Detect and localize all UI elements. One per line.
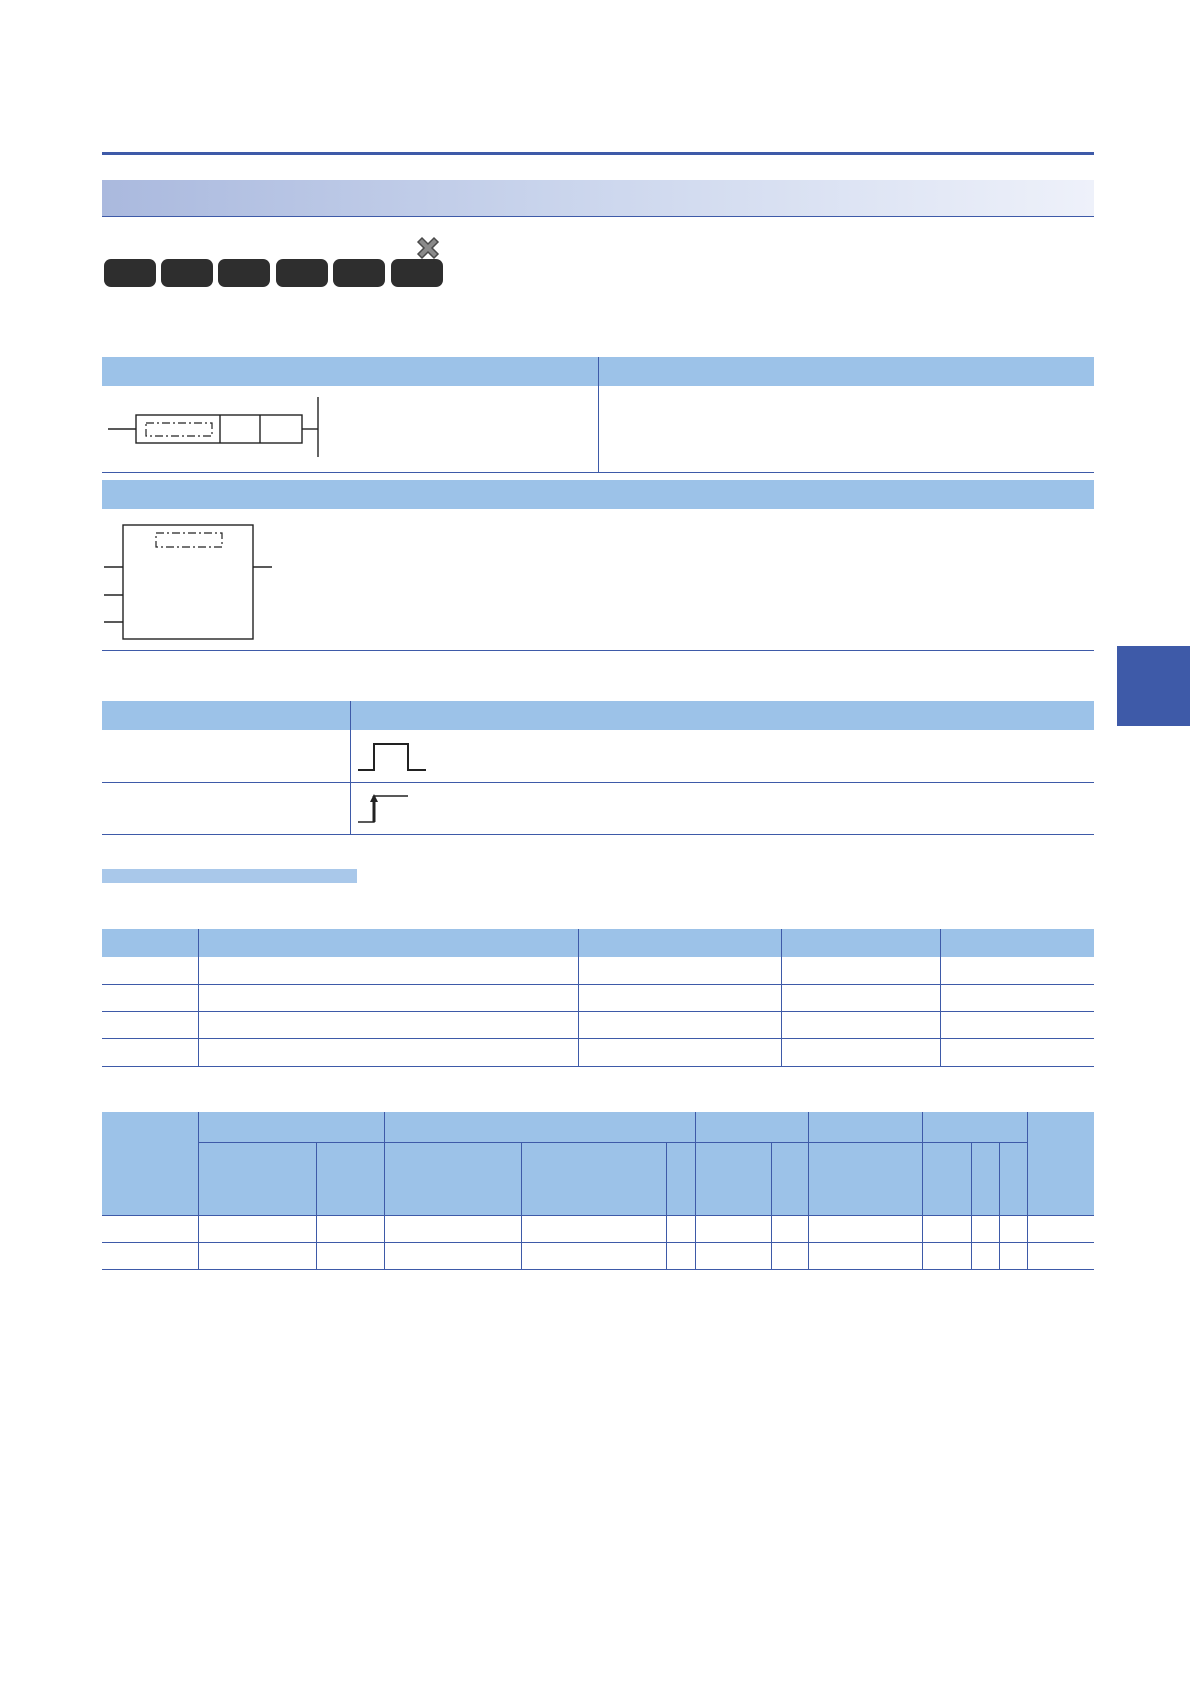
- setting-table-header: [102, 929, 1094, 957]
- chapter-side-tab: [1117, 646, 1190, 726]
- device-col-line-5: [666, 1142, 667, 1269]
- device-col-line-12: [1027, 1112, 1028, 1269]
- setting-col-line-2: [578, 929, 579, 1067]
- setting-col-line-3: [781, 929, 782, 1067]
- fbd-bottom-rule: [102, 650, 1094, 651]
- title-rule: [102, 216, 1094, 217]
- execution-table-header: [102, 701, 1094, 730]
- device-col-line-3: [384, 1112, 385, 1269]
- device-col-line-2: [316, 1142, 317, 1269]
- ladder-bottom-rule: [102, 472, 1094, 473]
- device-col-line-11: [999, 1142, 1000, 1269]
- setting-row-rule-3: [102, 1038, 1094, 1039]
- cpu-tag-6: [391, 259, 443, 287]
- execution-divider: [350, 701, 351, 834]
- cpu-tag-5: [333, 259, 385, 287]
- setting-row-rule-4: [102, 1066, 1094, 1067]
- on-pulse-waveform: [356, 740, 432, 776]
- execution-row-rule-2: [102, 834, 1094, 835]
- device-row-rule-2: [102, 1269, 1094, 1270]
- device-col-line-1: [198, 1112, 199, 1269]
- setting-data-band: [102, 869, 357, 883]
- device-col-line-6: [695, 1112, 696, 1269]
- ladder-divider: [598, 357, 599, 472]
- device-row-rule-1: [102, 1242, 1094, 1243]
- device-col-line-4: [521, 1142, 522, 1269]
- device-col-line-9: [922, 1112, 923, 1269]
- setting-row-rule-1: [102, 984, 1094, 985]
- rising-edge-waveform: [356, 792, 432, 828]
- setting-row-rule-2: [102, 1011, 1094, 1012]
- cpu-tag-4: [276, 259, 328, 287]
- section-title-band: [102, 180, 1094, 216]
- device-col-line-7: [771, 1142, 772, 1269]
- setting-col-line-1: [198, 929, 199, 1067]
- cpu-tag-1: [104, 259, 156, 287]
- device-col-line-8: [808, 1112, 809, 1269]
- cpu-tag-3: [218, 259, 270, 287]
- cpu-tag-2: [161, 259, 213, 287]
- top-rule: [102, 152, 1094, 155]
- setting-col-line-4: [940, 929, 941, 1067]
- device-header-subrule: [198, 1142, 1028, 1143]
- execution-row-rule-1: [102, 782, 1094, 783]
- device-table-header: [102, 1112, 1094, 1215]
- device-header-bottom: [102, 1215, 1094, 1216]
- device-col-line-10: [971, 1142, 972, 1269]
- fbd-table-header: [102, 480, 1094, 509]
- cross-icon: [414, 234, 442, 262]
- ladder-diagram: [102, 395, 332, 461]
- fbd-diagram: [102, 520, 282, 645]
